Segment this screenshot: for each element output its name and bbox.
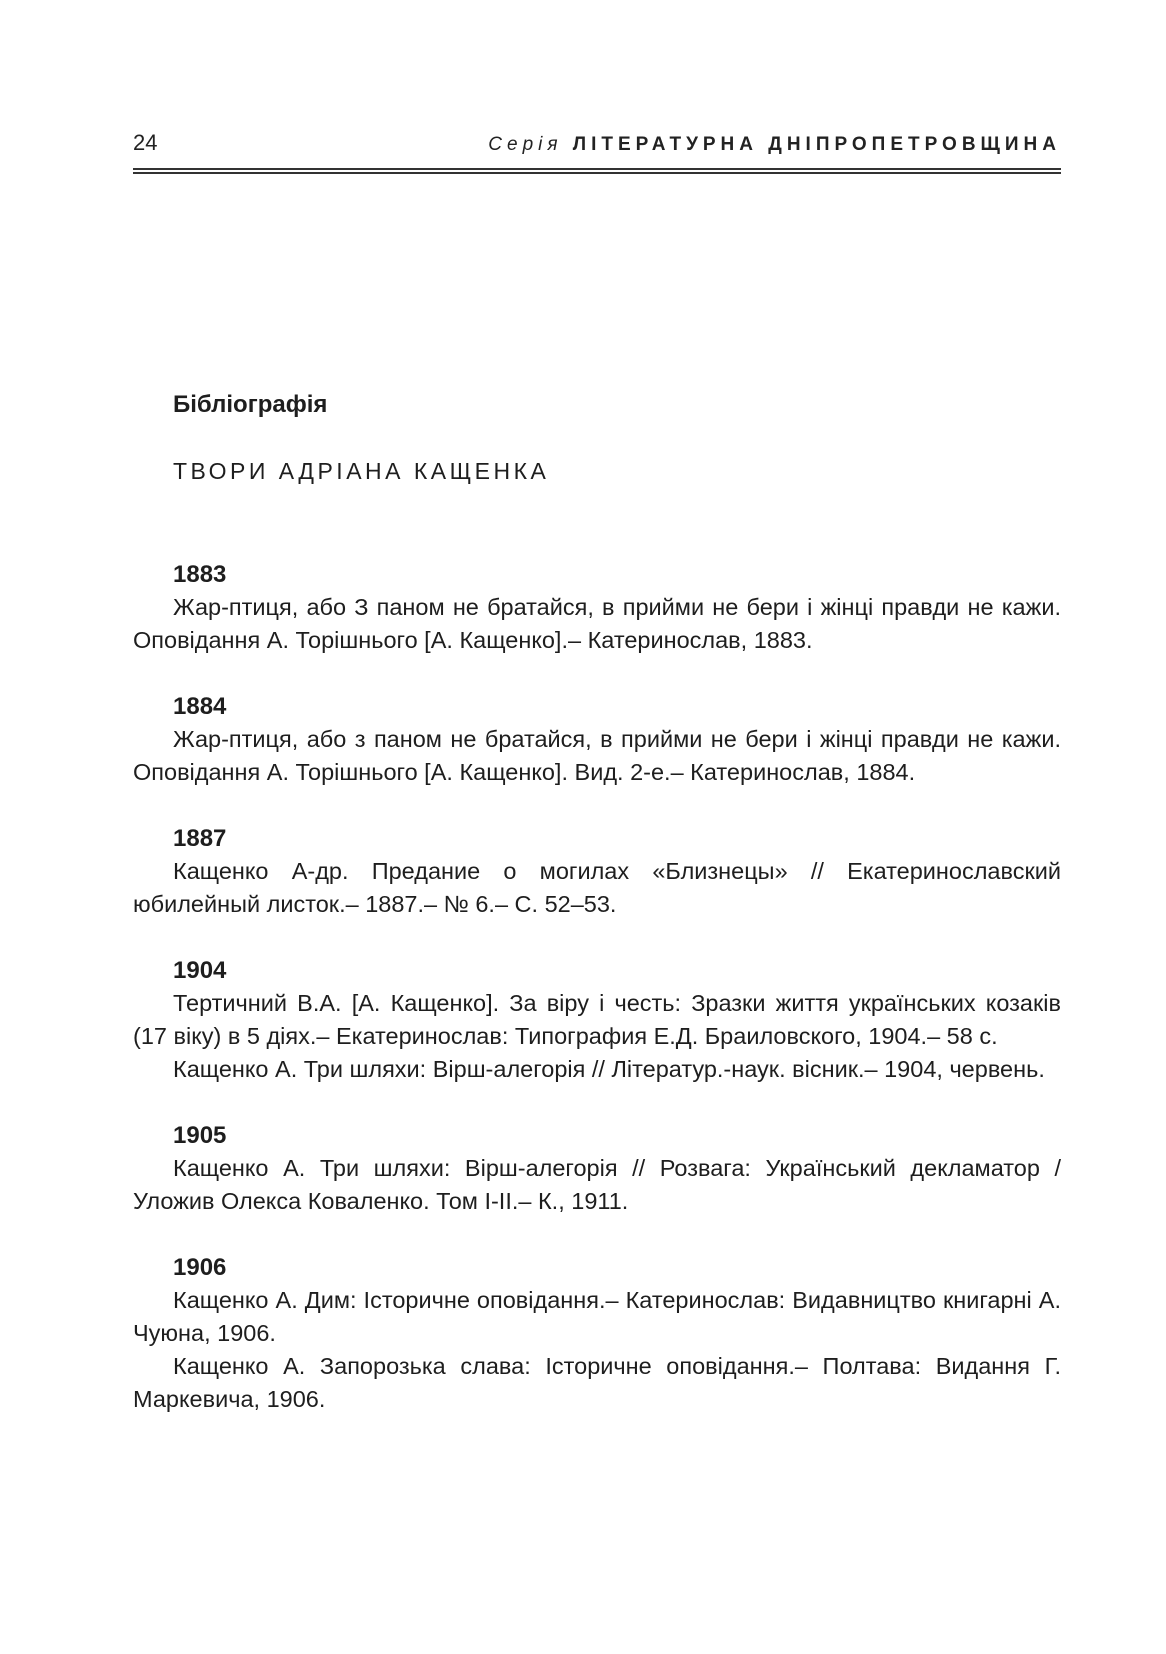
section-subheading: ТВОРИ АДРІАНА КАЩЕНКА <box>173 458 550 484</box>
bibliography-entry: Кащенко А. Запорозька слава: Історичне оповідання.– Полтава: Видання Г. Маркевича, 1906. <box>133 1353 1061 1412</box>
year-heading: 1884 <box>173 693 227 720</box>
header-rule-top <box>133 168 1061 170</box>
running-header <box>133 130 1061 156</box>
bibliography-entry: Жар-птиця, або з паном не братайся, в прийми не бери і жінці правди не кажи. Оповідання А. Торішнього [А. Кащенко]. Вид. 2-е.– Катеринослав, 1884. <box>133 726 1061 785</box>
bibliography-entry: Тертичний В.А. [А. Кащенко]. За віру і честь: Зразки життя українських козаків (17 віку) в 5 діях.– Екатеринослав: Типография Е.Д. Браиловского, 1904.– 58 с. <box>133 990 1061 1049</box>
section-heading: Бібліографія <box>173 391 328 418</box>
year-block <box>133 690 1061 789</box>
bibliography-entry: Кащенко А. Дим: Історичне оповідання.– Катеринослав: Видавництво книгарні А. Чуюна, 1906. <box>133 1287 1061 1346</box>
bibliography-entry: Жар-птиця, або З паном не братайся, в прийми не бери і жінці правди не кажи. Оповідання А. Торішнього [А. Кащенко].– Катеринослав, 1883. <box>133 594 1061 653</box>
year-block <box>133 822 1061 921</box>
year-block <box>133 558 1061 657</box>
year-heading: 1883 <box>173 561 227 588</box>
year-block <box>133 954 1061 1086</box>
year-block <box>133 1119 1061 1218</box>
bibliography-entry: Кащенко А. Три шляхи: Вірш-алегорія // Літератур.-наук. вісник.– 1904, червень. <box>173 1056 1045 1082</box>
series-label: Серія <box>488 134 563 155</box>
series-title <box>488 134 1061 156</box>
page-body <box>133 388 1061 1449</box>
year-heading: 1904 <box>173 957 227 984</box>
year-heading: 1905 <box>173 1122 227 1149</box>
series-name: ЛІТЕРАТУРНА ДНІПРОПЕТРОВЩИНА <box>572 134 1061 155</box>
page-number: 24 <box>133 130 158 155</box>
bibliography-entry: Кащенко А-др. Предание о могилах «Близнецы» // Екатеринославский юбилейный листок.– 1887.– № 6.– С. 52–53. <box>133 858 1061 917</box>
header-rule-bottom <box>133 172 1061 174</box>
year-heading: 1906 <box>173 1254 227 1281</box>
year-heading: 1887 <box>173 825 227 852</box>
bibliography-entry: Кащенко А. Три шляхи: Вірш-алегорія // Розвага: Український декламатор / Уложив Олекса Коваленко. Том I-II.– К., 1911. <box>133 1155 1061 1214</box>
bibliography-list <box>133 558 1061 1416</box>
year-block <box>133 1251 1061 1416</box>
